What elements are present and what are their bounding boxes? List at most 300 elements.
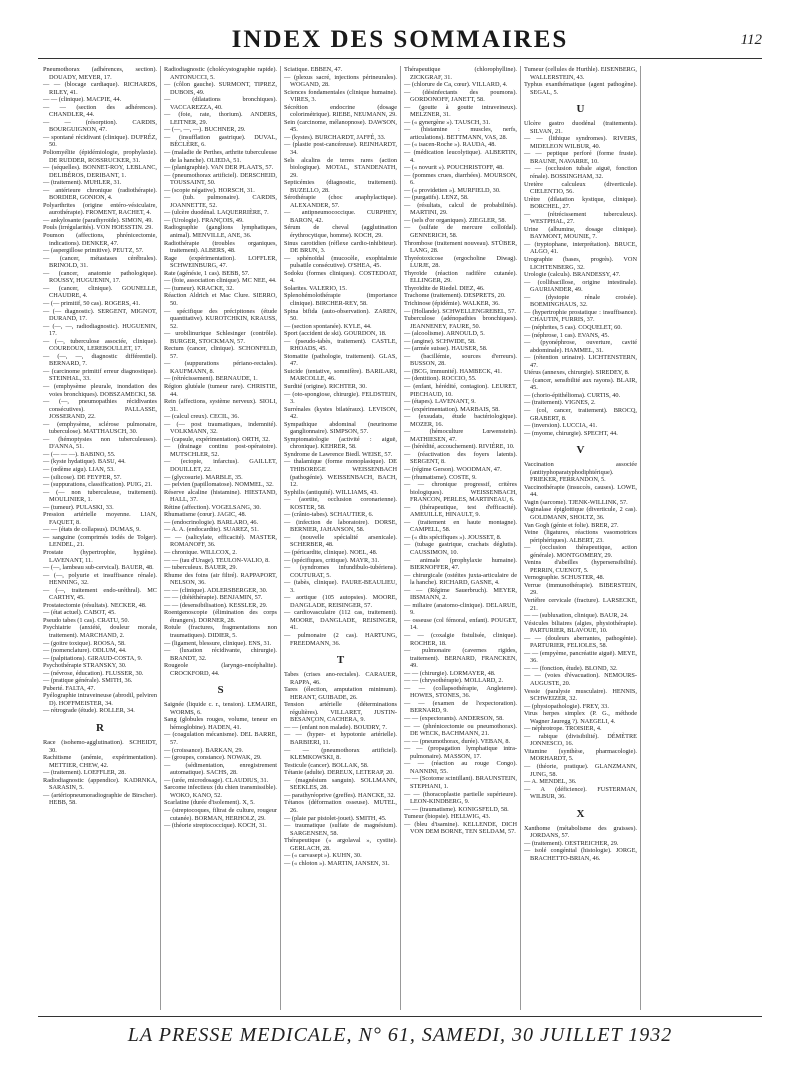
index-entry: — (BCG, immunité). HAMBECK, 41. xyxy=(404,367,502,375)
index-entry: — (hérédité, accouchement). RIVIÈRE, 10. xyxy=(404,443,515,451)
index-entry: — (sédimentation, enregistrement automatique). SACHS, 28. xyxy=(164,761,277,777)
index-entry: Sels alcalins de terres rares (action biologique). MOTAL, STANDENATH, 29. xyxy=(284,156,397,179)
index-entry: Urine (albumine, dosage clinique). BAYMONT, MOUNIE, 7. xyxy=(524,225,637,241)
index-entry: Verrue (immunothérapie). BIBERSTEIN, 29. xyxy=(524,581,637,597)
index-entry: Prostate (hypertrophie, hygiène). LAVENANT, 11. xyxy=(43,549,157,564)
index-entry: — (traitement en haute montagne). CAMPELL, 58. xyxy=(404,518,517,534)
index-entry: — (foie, rate, thorium). ANDERS, LEITNER, 29. xyxy=(164,111,277,126)
index-entry: — (—, —, diagnostic différentiel). BERNARD, 7. xyxy=(43,352,157,368)
section-letter: R xyxy=(96,722,104,735)
section-letter: V xyxy=(576,444,585,457)
index-column-1 xyxy=(40,66,160,1010)
index-entry: Urologie (calculs). BRANDESSY, 47. xyxy=(524,271,621,279)
index-entry: Virus herpes simplex (P. G., méthode Wagner Jauregg ?). NAEGELI, 4. xyxy=(524,710,637,725)
index-entry: Sciences fondamentales (clinique humaine). VIRES, 3. xyxy=(284,88,397,104)
index-entry: Tumeur (cellules de Hurthle). EISENBERG, WALLERSTEIN, 43. xyxy=(524,66,637,81)
index-entry: — — (pneumothorax, durée). VEBAN, 8. xyxy=(404,737,511,745)
section-letter: U xyxy=(576,103,585,116)
index-entry: — (glycosurie). MARBLE, 35. xyxy=(164,473,243,481)
index-entry: — (—, pneumopathies récidivantes consécutives). PALLASSE, JOSSERAND, 22. xyxy=(43,398,157,421)
index-entry: — (théorie streptococcique). KOCH, 31. xyxy=(164,822,267,830)
index-entry: — (aortite, occlusion coronarienne). KOSTER, 58. xyxy=(284,496,397,511)
index-entry: Pouls (irrégularités). VON HOESSTIN. 29. xyxy=(43,224,153,232)
footer-rule xyxy=(38,1016,762,1017)
index-entry: — (chlorure de Ca, cœur). VILLARD, 4. xyxy=(404,81,508,89)
index-entry: — (artériopneumoradiographie de Birscher). HEBB, 58. xyxy=(43,791,157,807)
index-entry: — (« isacen-Roche »). RAUDA, 48. xyxy=(404,141,496,149)
index-entry: — (tumeur). KRACKE, 32. xyxy=(164,284,234,292)
index-entry: — spécifique des précipitones (étude quantitative). KUROTCHKIN, KRAUSS, 52. xyxy=(164,307,277,330)
index-entry: Venins d'abeilles (hypersensibilité). PERRIN, CUENOT, 5. xyxy=(524,559,637,574)
index-entry: Pneumothorax (adhérences, section). DOUADY, MEYER, 17. xyxy=(43,66,157,81)
index-entry: — (histamine : muscles, nerfs, articulations). BETTMANN, VAS, 28. xyxy=(404,126,517,141)
index-entry: — (régime Gerson). WOODMAN, 47. xyxy=(404,465,502,473)
index-entry: — (myome, chirurgie). SPECHT, 44. xyxy=(524,429,618,437)
index-entry: Tétanie (adulte). DEREUX, LETERAP, 20. xyxy=(284,769,394,777)
index-entry: — (capsule, expérimentation). ORTH, 32. xyxy=(164,435,270,443)
index-entry: Rougeole (laryngo-encéphalite). CROCKFORD, 44. xyxy=(164,662,277,677)
index-entry: Prostatectomie (résultats). NECKER, 48. xyxy=(43,601,147,609)
index-entry: — (résultats, calcul de probabilités). MARTINI, 29. xyxy=(404,201,517,217)
index-entry: Thrombose (traitement nouveau). STÜBER, LANG, 28. xyxy=(404,239,517,255)
index-entry: — — (blocage cardiaque). RICHARDS, RILEY, 41. xyxy=(43,81,157,96)
index-entry: — spontané récidivant (clinique). DUFRÉZ, 50. xyxy=(43,133,157,149)
index-entry: — sanguine (comprimés iodés de Tolger). LENDEL, 21. xyxy=(43,533,157,549)
index-entry: — (crânio-tabes). SCHAUTIER, 6. xyxy=(284,511,374,519)
index-entry: — — (voies d'évacuation). NEMOURS-AUGUSTE, 20. xyxy=(524,672,637,688)
index-entry: Solarites. VALERIO, 15. xyxy=(284,284,347,292)
index-entry: — — (douleurs aberrantes, pathogénie). PARTURIER, FELIOLES, 58. xyxy=(524,634,637,650)
index-entry: — (— post traumatiques, indemnité). VOLKMANN, 32. xyxy=(164,420,277,436)
index-entry: — néphrotrope. TROISIER, 4. xyxy=(524,725,602,733)
index-entry: — (péricardite, clinique). NOEL, 48. xyxy=(284,549,378,556)
index-entry: — (—, traitement endo-uréthral). MC CARTHY, 45. xyxy=(43,586,157,602)
index-entry: — (insufflation gastrique). DUVAL, BÉCLÈRE, 6. xyxy=(164,133,277,149)
index-entry: — (dystopie rénale croisée). BOEMINGHAUS, 32. xyxy=(524,293,637,309)
index-entry: — (hémoculture Lœwenstein). MATHIESEN, 47. xyxy=(404,428,517,443)
index-column-2 xyxy=(160,66,280,1010)
index-entry: — — (Régime Sauerbruch). MEYER, IBSMANN, 2. xyxy=(404,586,517,602)
index-entry: — (col, cancer, traitement). BROCQ, GRABERT, 8. xyxy=(524,406,637,422)
index-entry: — (urée, microdosage). CLAUDIUS, 31. xyxy=(164,776,269,784)
index-entry: Région glutéale (tumeur rare). CHRISTIE, 44. xyxy=(164,382,277,398)
index-entry: — — (résorption). CARDIS, BOURGUIGNON, 47. xyxy=(43,118,157,134)
index-entry: — parathyréoprive (greffes). HANCKE, 32. xyxy=(284,791,396,799)
index-entry: — (traitement). OESTREICHER, 29. xyxy=(524,839,619,847)
index-entry: Vésicules biliaires (algies, physiothérapie). PARTURIER, BLAVOUE, 10. xyxy=(524,619,637,635)
index-entry: — — (tau d'Urage). TEULON-VALIO, 8. xyxy=(164,556,270,564)
index-entry: — (« gynergène »). TAUSCH, 31. xyxy=(404,118,491,126)
index-entry: — (« dits spécifiques »). JOUSSET, 8. xyxy=(404,533,502,541)
index-entry: — (Urologie). FRANÇOIS, 49. xyxy=(164,216,244,224)
index-entry: — (étapes). LAVENANT, 9. xyxy=(404,398,476,406)
index-entry: Rhumatisme (cœur). JAGIC, 48. xyxy=(164,511,247,519)
journal-footer: LA PRESSE MEDICALE, N° 61, SAMEDI, 30 JUILLET 1932 xyxy=(127,1024,673,1046)
index-entry: Tétanos (déformation osseuse). MUTEL, 26. xyxy=(284,799,397,814)
index-entry: Veine (ligatures, réactions vasomotrices périphériques). ALBERT, 23. xyxy=(524,529,637,544)
index-entry: — (maladie de Perthes, arthrite tuberculeuse de la hanche). OLIEDA, 51. xyxy=(164,149,277,164)
index-entry: Thérapeutique (chlorophylline). ZICKGRAF, 31. xyxy=(404,66,517,81)
index-entry: Réserve alcaline (histamine). HIESTAND, HALL, 37. xyxy=(164,488,277,504)
index-entry: Trachome (traitement). DESPRETS, 20. xyxy=(404,292,506,300)
index-entry: — (goitre toxique). ROOSA, 58. xyxy=(43,639,126,647)
index-entry: — A. A. (endocardite). SUAREZ, 51. xyxy=(164,526,259,534)
index-entry: — (streptocoques, filtrat de culture, rougeur cutanée). BORMAN, HERHOLZ, 29. xyxy=(164,806,277,822)
index-entry: — pulmonaire (2 cas). HARTUNG, FREEDMANN, 36. xyxy=(284,632,397,647)
index-entry: — A. MENDEL, 36. xyxy=(524,778,577,786)
index-entry: — (pommes crues, diarrhées). MOURSON, 6. xyxy=(404,171,517,187)
index-entry: Tabes (crises ano-rectales). CARAUER, RAPPA, 46. xyxy=(284,671,397,686)
index-entry: — (plexus sacré, injections périneurales). WOGAND, 28. xyxy=(284,73,397,89)
index-entry: Urètre (dilatation kystique, clinique). BORCHEL, 27. xyxy=(524,195,637,211)
index-entry: — A (déficience). FUSTERMAN, WILBUR, 36. xyxy=(524,785,637,801)
index-entry: — (pratique générale). SMITH, 36. xyxy=(43,677,133,685)
index-entry: — rabique (divisibilité). DÉMÈTRE JONNESCO, 16. xyxy=(524,732,637,748)
index-entry: — osseuse (col fémoral, enfant). POUGET, 14. xyxy=(404,616,517,632)
index-entry: Vaccinothérapie (insuccès, causes). LOWE, 44. xyxy=(524,483,637,499)
index-entry: — — (états de collapsus). DUMAS, 9. xyxy=(43,526,141,534)
index-entry: Thérapeutique (« argolaval », cystite). GERLACH, 28. xyxy=(284,837,397,852)
index-entry: — (nomenclature). ODLUM, 44. xyxy=(43,647,127,655)
index-entry: — (infection de laboratoire). DORSE, BERNIER, JAHANSON, 58. xyxy=(284,518,397,534)
index-entry: — isolé congénital (histologie). JORGE, BRACHETTO-BRIAN, 46. xyxy=(524,847,637,862)
index-entry: — (tub. pulmonaire). CARDIS, JOANNETTE, 52. xyxy=(164,194,277,209)
index-entry: Vaginalase épiglottique (diverticule, 2 cas). GOLDMANN, SHOLTZ, 36. xyxy=(524,506,637,521)
index-entry: — (névrose, éducation). FLUSSER, 30. xyxy=(43,669,144,677)
index-entry: Trichinose (épidémie). WALKER, 36. xyxy=(404,299,500,307)
index-entry: — (séquelles). BONNET-ROY, LEBLANC, DELIBÉROS, DERIBANT, 1. xyxy=(43,164,157,179)
index-entry: — — (coxalgie fistulisée, clinique). ROCHER, 18. xyxy=(404,632,517,647)
index-entry: — (plaie par pistolet-jouet). SMITH, 45. xyxy=(284,814,387,822)
index-entry: Pression artérielle moyenne. LIAN, FAQUET, 8. xyxy=(43,511,157,526)
index-entry: — — (pneumothorax artificiel). KLEMKOWSKI, 8. xyxy=(284,746,397,762)
index-entry: Rachitisme (anémie, expérimentation). METTIER, CHEW, 42. xyxy=(43,754,157,769)
index-entry: Suicide (tentative, somnifère). BARILARI, MARCOLLE, 46. xyxy=(284,367,397,383)
index-entry: Rein (affections, système nerveux). SIOLI, 31. xyxy=(164,398,277,413)
section-letter: T xyxy=(336,654,345,667)
index-entry: Septicémies (diagnostic, traitement). BUZELLO, 28. xyxy=(284,179,397,194)
index-entry: Urographie (bases, progrès). VON LICHTENBERG, 32. xyxy=(524,256,637,271)
index-entry: Sympathique abdominal (neurinome ganglionnaire). SIMPSON, 57. xyxy=(284,420,397,436)
index-entry: Thyroïde (réaction radifère cutanée). ELLINGER, 29. xyxy=(404,269,517,285)
index-entry: — — (propagation lymphatique intra-pulmonaire). MASSON, 17. xyxy=(404,745,517,760)
index-entry: — (collibacillose, origine intestinale). GAURIANDER, 49. xyxy=(524,278,637,294)
index-entry: — — (hyper- et hypotonie artérielle). BARBIERI, 11. xyxy=(284,731,397,747)
index-entry: Psychiatrie (anxiété, douleur morale, traitement). MARCHAND, 2. xyxy=(43,624,157,640)
page-header xyxy=(36,26,764,56)
index-entry: — thalamique (forme monoplasique). DE THIBOREGE WEISSENBACH (pathogénie). WEISSENBACH, BACH, 12. xyxy=(284,458,397,489)
index-entry: — (état actuel). CABOT, 45. xyxy=(43,609,116,617)
index-entry: — (tubage gastrique, crachats déglutis). CAUSSIMON, 10. xyxy=(404,541,517,556)
index-entry: — animale (prophylaxie humaine). BIERNOFFER, 47. xyxy=(404,556,517,572)
index-entry: — (rhumatisme). COSTE, 9. xyxy=(404,473,477,481)
index-entry: — (« novurit »). POUCHRISTOFF, 48. xyxy=(404,164,504,172)
index-entry: — (bleu d'isamine). KELLENDE, DICH VON DEM BORNE, TEN SELDAM, 57. xyxy=(404,820,517,836)
index-entry: — pulmonaire (cavernes rigides, traitement). BERNARD, FRANCKEN, 49. xyxy=(404,647,517,670)
index-entry: — (tumeur). PULASKI, 33. xyxy=(43,503,114,511)
index-entry: — — (collapsothérapie, Angleterre). HOWES, STONES, 36. xyxy=(404,684,517,700)
index-entry: Rate (agénésie, 1 cas). BEBB, 57. xyxy=(164,269,250,277)
index-entry: — (« carvasept »). KUHN, 30. xyxy=(284,852,362,860)
index-entry: — (pyonéphrose, ouverture, cavité abdominale). HAMMEL, 31. xyxy=(524,339,637,354)
index-entry: — (« chloton »). MARTIN, JANSEN, 31. xyxy=(284,859,390,867)
index-entry: Splenohémolothérapie (importance clinique). BIRCHER-REY, 58. xyxy=(284,292,397,307)
index-entry: — — (chirurgie). LORMAYER, 48. xyxy=(404,669,496,677)
index-entry: Rhume des foins (air filtré). RAPPAPORT, NELSON, 36. xyxy=(164,571,277,587)
index-entry: — (pseudo-tabès, traitement). CASTLE, RHOADS, 45. xyxy=(284,337,397,353)
index-entry: — (— diagnostic). SERGENT, MIGNOT, DURAND, 17. xyxy=(43,307,157,323)
index-entry: Thyroïdite de Riedel. DIEZ, 46. xyxy=(404,284,485,292)
index-entry: Ulcère gastro duodénal (traitements). SILVAN, 21. xyxy=(524,120,637,135)
index-entry: Rage (expérimentation). LOFFLER, SCHWEINBURG, 47. xyxy=(164,254,277,270)
index-entry: — (magnésium sanguin). SOLLMANN, SEEKLES, 28. xyxy=(284,776,397,792)
index-entry: — (dentition). ROCCIO, 55. xyxy=(404,375,477,383)
index-entry: — (cancer, clinique). GOUNELLE, CHAUDRE, 4. xyxy=(43,284,157,300)
index-entry: — (purgatifs). LENZ, 58. xyxy=(404,194,469,202)
index-entry: — (hémoptysies non tuberculeuses). D'ANNA, 51. xyxy=(43,435,157,451)
index-entry: — (sulfate de mercure colloïdal). GENNERICH, 58. xyxy=(404,224,517,240)
index-entry: Rétine (affection). VOGELSANG, 30. xyxy=(164,503,261,511)
index-entry: — — (clinique). ADLERSBERGER, 30. xyxy=(164,586,268,594)
index-entry: — traumatique (sulfate de magnésium). SARGENSEN, 58. xyxy=(284,822,397,837)
index-entry: — chirurgicale (ostéites juxta-articulaire de la hanche). RICHARD, GASNE, 4. xyxy=(404,571,517,587)
index-entry: Surdité (origine). RICHTER, 30. xyxy=(284,382,367,390)
index-entry: — (tryptophane, interprétation). BRUCE, ALGO, 41. xyxy=(524,240,637,256)
page-title: INDEX DES SOMMAIRES xyxy=(231,26,569,53)
index-entry: Vessie (paralysie musculaire). HENNIS, SCHWEIZER, 32. xyxy=(524,687,637,703)
index-entry: — (— non tuberculeuse, traitement). MOULINIER, 1. xyxy=(43,488,157,504)
index-entry: — — (subluxation, clinique). BAUR, 24. xyxy=(524,612,629,620)
index-entry: Tumeur (biopsie). HELLWIG, 43. xyxy=(404,813,491,821)
index-entry: Sérothérapie (choc anaphylactique). ALEXANDER, 57. xyxy=(284,194,397,209)
index-entry: Vagin (sarcome). TJENK-WILLINK, 57. xyxy=(524,498,628,506)
index-entry: — (endocrinologie). BARLARO, 46. xyxy=(164,518,259,526)
index-entry: — (traitement). MUHLER, 31. xyxy=(43,179,122,187)
index-entry: — (Hollande). SCHWELLENGREBEL, 57. xyxy=(404,307,516,315)
index-entry: — (rétrécissement tuberculeux). WESTPHAL, 27. xyxy=(524,210,637,226)
index-entry: — (expérimentation). MARBAIS, 58. xyxy=(404,405,500,413)
index-entry: Radiodiagnostic (cholécystographie rapide). ANTONUCCI, 5. xyxy=(164,66,277,81)
index-entry: Spina bifida (auto-observation). ZAREN, 50. xyxy=(284,307,397,323)
index-entry: — (côlon gauche). SURMONT, TIPREZ, DUBOIS, 49. xyxy=(164,81,277,96)
index-entry: — — (traumatisme). KONIGSFELD, 58. xyxy=(404,805,509,813)
index-entry: — (luxation récidivante, chirurgie). BRANDT, 32. xyxy=(164,647,277,662)
index-entry: — (silicose). DE FEYFER, 57. xyxy=(43,473,122,481)
index-entry: Poliomyélite (épidémiologie, prophylaxie). DE RUDDER, ROSSRUCKER, 31. xyxy=(43,149,157,164)
index-column-4 xyxy=(400,66,520,1010)
index-entry: — (ligament, blessure, clinique). ENS, 31. xyxy=(164,639,272,647)
index-entry: — (plastie post-cancéreuse). REINHARDT, 34. xyxy=(284,141,397,157)
index-entry: — (dilatations bronchiques). VACCAREZZA, 40. xyxy=(164,96,277,111)
index-entry: Symptomatologie (activité : aiguë, chronique). KEHRER, 58. xyxy=(284,435,397,451)
index-entry: Vernographie. SCHUSTER, 48. xyxy=(524,574,605,582)
index-entry: — — peptique perforé (forme fruste). BRAUNE, NAVARRE, 10. xyxy=(524,150,637,165)
index-entry: — (inversion). LUCCIA, 41. xyxy=(524,422,598,430)
index-entry: — (théorie, pratique). GLANZMANN, JUNG, 58. xyxy=(524,763,637,778)
index-entry: — — (section des adhérences). CHANDLER, 44. xyxy=(43,103,157,119)
index-entry: — (—, tuberculose associée, clinique). COUREOUX, LEREBOULLET, 17. xyxy=(43,337,157,353)
index-entry: Uretère calculeux (diverticule). CIELENTIO, 56. xyxy=(524,180,637,196)
index-entry: — — (lithique syndromes). RIVERS, MIDELEON WILBUR, 40. xyxy=(524,135,637,150)
index-entry: — (exsudats, étude bactériologique). MOZER, 16. xyxy=(404,413,517,428)
index-entry: — (rétention urinaire). LICHTENSTERN, 47. xyxy=(524,354,637,369)
index-entry: Puberté. FALTA, 47. xyxy=(43,684,96,692)
index-entry: — (coagulation mécanisme). DEL BARRE, 57. xyxy=(164,731,277,747)
index-entry: — (physiopathologie). FREY, 33. xyxy=(524,702,609,710)
index-entry: Pseudo tabes (1 cas). CRATU, 50. xyxy=(43,616,130,624)
index-entry: — (— primitif, 50 cas). ROGERS, 41. xyxy=(43,299,141,307)
index-entry: — — (enfant non malade). BOUDRY, 7. xyxy=(284,723,387,731)
index-entry: Polyarthrites (origine entéro-vésiculaire, aurothérapie). FROMENT, RACHET, 4. xyxy=(43,201,157,217)
index-entry: — (syndromes infundibulo-tubériens). COUTURAT, 5. xyxy=(284,564,397,579)
index-entry: — — chronique progressif, critères biologiques). WEISSENBACH, FRANCON, PERLES, MARTINEAU, 6. xyxy=(404,481,517,504)
index-entry: — (hypertrophie prostatique : insuffisance). CHAUTIN, FURRIS, 37. xyxy=(524,308,637,324)
index-entry: — — (thoracoplastie partielle supérieure). LEON-KINDBERG, 9. xyxy=(404,790,517,806)
index-entry: — (chorio-épithélioma). CURTIS, 40. xyxy=(524,391,621,399)
index-entry: — rétrograde (étude). ROLLER, 34. xyxy=(43,707,135,715)
index-entry: — (goutte à goutte intraveineux). MELZNER, 31. xyxy=(404,103,517,119)
index-entry: Radiodiagnostic (appendice). KADRNKA, SARASIN, 5. xyxy=(43,776,157,792)
index-entry: — — (occlusion tubale aiguë, fonction rénale). BOSSINGHAM, 32. xyxy=(524,165,637,181)
index-entry: Syndrome de Lawrence Biedl. WEISE, 57. xyxy=(284,450,393,458)
index-entry: Tuberculose (adénopathies bronchiques). JEANNENEY, FAURE, 50. xyxy=(404,315,517,330)
index-entry: — (« providetten »). MURFIELD, 30. xyxy=(404,186,501,194)
index-entry: — sphénoïdal (mucocèle, exophtalmie pulsatile consécutive). O'SHEA, 45. xyxy=(284,254,397,270)
index-entry: — (ectopie, infarctus). GAILLET, DOUILLET, 22. xyxy=(164,458,277,473)
index-entry: — (cancer, métastases cérébrales). BRINOLD, 31. xyxy=(43,254,157,270)
index-entry: — (foie, association clinique). MC NEE, 44. xyxy=(164,277,277,285)
index-entry: — — (expectorants). ANDERSON, 58. xyxy=(404,715,504,723)
index-entry: Typhus exanthématique (agent pathogène). SEGAL, 5. xyxy=(524,81,637,96)
index-entry: — (— — —). BABINO, 55. xyxy=(43,450,116,458)
index-entry: — (planigraphie). VAN DER PLAATS, 57. xyxy=(164,164,274,172)
index-entry: Sérum de cheval (agglutination érythrocytique, homme). KOCH, 29. xyxy=(284,224,397,240)
index-entry: Sodoku (formes cliniques). COSTEDOAT, 4. xyxy=(284,269,397,285)
index-entry: Scarlatine (durée d'isolement). X, 5. xyxy=(164,799,255,807)
index-entry: — (cancer, anatomie pathologique). ROUSSY, HUGUENIN, 17. xyxy=(43,269,157,285)
header-rule xyxy=(38,58,762,59)
index-entry: — — (salicylate, efficacité). MASTER, ROMANOFF, 36. xyxy=(164,533,277,549)
index-entry: Vitamine (synthèse, pharmacologie). MORHARDT, 5. xyxy=(524,747,637,763)
index-entry: — (emphysème, sclérose pulmonaire, tuberculose). MATTHAUSCH, 30. xyxy=(43,420,157,436)
index-entry: — — (desensibilisation). KESSLER, 29. xyxy=(164,601,268,609)
index-entry: — ankylosante (parathyroïde). SIMON, 49. xyxy=(43,216,153,224)
index-entry: — — (examen de l'expectoration). BERNARD, 9. xyxy=(404,699,517,715)
index-entry: — (enfant, hérédité, contagion). LEURET, PIECHAUD, 10. xyxy=(404,382,517,398)
index-entry: — (occlusion thérapeutique, action générale). MONTGOMERY, 29. xyxy=(524,544,637,559)
index-entry: — — (chrysothérapie). MOLLARD, 2. xyxy=(404,677,504,685)
index-entry: — tuberculeux. BAUER, 29. xyxy=(164,564,238,572)
index-entry: — (croissance). BARKAN, 29. xyxy=(164,746,244,754)
index-entry: — — (clinique). MACPIE, 44. xyxy=(43,96,122,104)
index-entry: — (—, —, —). BUCHNER, 29. xyxy=(164,126,246,134)
index-entry: Sport (accident de ski). GOURDON, 18. xyxy=(284,330,387,338)
index-entry: Sciatique. EBBEN, 47. xyxy=(284,66,343,73)
index-entry: — (kyste hydatique). BASU, 44. xyxy=(43,458,126,466)
section-letter: S xyxy=(217,684,224,697)
index-entry: — (carcinome primitif erreur diagnostique). STEINHAL, 33. xyxy=(43,367,157,383)
index-entry: Sein (carcinome, mélanopnose). DAWSON, 45. xyxy=(284,118,397,134)
index-entry: — — (diététhérapie). BENJAMIN, 57. xyxy=(164,594,263,602)
index-entry: — (aspergillose primitive). PEUTZ, 57. xyxy=(43,247,144,255)
index-entry: — (thérapeutique, test d'efficacité). AMEUILLE, HINAULT, 9. xyxy=(404,503,517,519)
index-entry: — (œdème aigu). LIAN, 53. xyxy=(43,465,115,473)
index-entry: — (alcoolisme). ARNOULD, 5. xyxy=(404,330,485,338)
index-entry: — antérieure chronique (radiothérapie). BORDIER, GONION, 4. xyxy=(43,186,157,202)
index-entry: Sécrétion endocrine (dosage colorimétrique). RIEBE, NEUMANN, 29. xyxy=(284,103,397,119)
index-entry: — (section spontanée). KYLE, 44. xyxy=(284,322,372,330)
index-entry: — (traitement). LOEFFLER, 28. xyxy=(43,769,126,777)
index-entry: — (scopie négative). HORSCH, 31. xyxy=(164,186,255,194)
index-entry: — (—, polyurie et insuffisance rénale). HENNING, 32. xyxy=(43,571,157,587)
index-entry: — (cancer, sensibilité aux rayons). BLAIR, 45. xyxy=(524,376,637,392)
index-entry: — chronique. WILLCOX, 2. xyxy=(164,549,237,556)
index-entry: Thyréotoxicose (ergocholine Diwag). LURJE, 28. xyxy=(404,254,517,270)
index-entry: — (palpitations). GIRAUD-COSTA, 9. xyxy=(43,654,143,662)
index-entry: Tension artérielle (déterminations régulières). VILLARET, JUSTIN-BESANÇON, CACHERA, 9. xyxy=(284,701,397,724)
index-entry: Roentgenoscopie (élimination des corps étrangers). DORNER, 28. xyxy=(164,609,277,624)
index-entry: Psychothérapie STRANSKY, 30. xyxy=(43,662,127,670)
index-entry: — (traitement). VIGNES, 2. xyxy=(524,399,596,407)
index-entry: Utérus (annexes, chirurgie). SIREDEY, 8. xyxy=(524,369,630,377)
index-entry: — (calcul creux). CECIL, 36. xyxy=(164,413,240,421)
index-entry: — (médication leucolytique). ALBERTIN, 4. xyxy=(404,149,517,164)
index-entry: Rectum (cancer, clinique). SCHONFELD, 57. xyxy=(164,345,277,360)
index-entry: — (spécifiques, critique). MAYR, 31. xyxy=(284,556,380,564)
index-entry: Stomatite (pathologie, traitement). GLAS, 47. xyxy=(284,352,397,368)
index-entry: Vaccination associée (antityphoparatyphodiphtérique). FRIEKER, FERRANDON, 5. xyxy=(524,461,637,484)
index-entry: — (désinfectants des poumons). GORDONOFF, JANETT, 58. xyxy=(404,88,517,104)
index-entry: Tares (élection, amputation minimum). HERANT, GUIBADE, 26. xyxy=(284,686,397,701)
index-entry: Surrénales (kystes bilatéraux). LEVISON, 42. xyxy=(284,405,397,421)
index-entry: — (armée suisse). HAUSER, 58. xyxy=(404,345,488,353)
index-columns xyxy=(40,66,760,1010)
section-letter: X xyxy=(576,807,585,820)
index-entry: Sinus carotidien (réflexe cardio-inhibiteur). DE BRUN, 3. xyxy=(284,239,397,255)
index-entry: — (bacillémie, sources d'erreurs). BUSSON, 28. xyxy=(404,352,517,368)
index-entry: Syphilis (antiquité). WILLIAMS, 43. xyxy=(284,488,378,496)
index-entry: — pelvien (papillomatose). NOMMEL, 32. xyxy=(164,481,274,489)
index-entry: — (néphrites, 5 cas). COQUELET, 60. xyxy=(524,323,622,331)
index-entry: — (angine). SCHWIDE, 58. xyxy=(404,337,476,345)
index-entry: — aortique (105 autopsies). MOORE, DANGLADE, REISINGER, 57. xyxy=(284,594,397,609)
index-entry: Testicule (cancer). BOLLAK, 58. xyxy=(284,761,369,769)
index-entry: — — (Scotome scintillant). BRAUNSTEIN, STEPHANI, 1. xyxy=(404,775,517,790)
index-entry: — (rétrécissement). BERNAUDE, 1. xyxy=(164,375,258,383)
index-entry: — (réactivation des foyers latents). SERGENT, 8. xyxy=(404,450,517,466)
page-number: 112 xyxy=(740,32,762,48)
index-entry: Race (isohemo-agglutination). SCHEIDT, 30. xyxy=(43,739,157,754)
index-column-3 xyxy=(280,66,400,1010)
index-entry: — — (empyème, pancréatite aiguë). MEYE, 36. xyxy=(524,649,637,665)
index-entry: Xanthome (métabolisme des graisses). JORDANS, 57. xyxy=(524,824,637,840)
index-column-6 xyxy=(640,66,760,1010)
index-entry: — miliaire (anatomo-clinique). DELARUE, 9. xyxy=(404,601,517,617)
index-entry: Saignée (liquide c. r., tension). LEMAIRE, WORMS, 6. xyxy=(164,701,277,716)
index-entry: Vertèbre cervicale (fracture). LARSECKE, 21. xyxy=(524,597,637,612)
index-entry: — urobilinurique Schlesinger (contrôle). BURGER, STOCKMAN, 57. xyxy=(164,330,277,345)
index-entry: — antipneumococcique. CURPHEY, BARON, 42. xyxy=(284,209,397,224)
index-column-5 xyxy=(520,66,640,1010)
index-entry: — (drainage continu post-opératoire). MUTSCHLER, 52. xyxy=(164,443,277,458)
index-entry: Poumon (affections, phrénicectomie, indications). DENKER, 47. xyxy=(43,232,157,247)
index-entry: — (groupes, constance). NOWAK, 29. xyxy=(164,754,262,762)
index-entry: Van Gogh (génie et folie). BRER, 27. xyxy=(524,521,619,529)
index-entry: — (nouvelle spécialité arsenicale). SCHERBER, 48. xyxy=(284,533,397,549)
index-entry: — (ulcère duodénal. LAQUERRIÈRE, 7. xyxy=(164,209,269,217)
index-entry: — — (phrénicectomie ou pneumothorax). DE WECK, BACHMANN, 21. xyxy=(404,722,517,738)
index-entry: — (—, —, radiodiagnostic). HUGUENIN, 17. xyxy=(43,322,157,338)
